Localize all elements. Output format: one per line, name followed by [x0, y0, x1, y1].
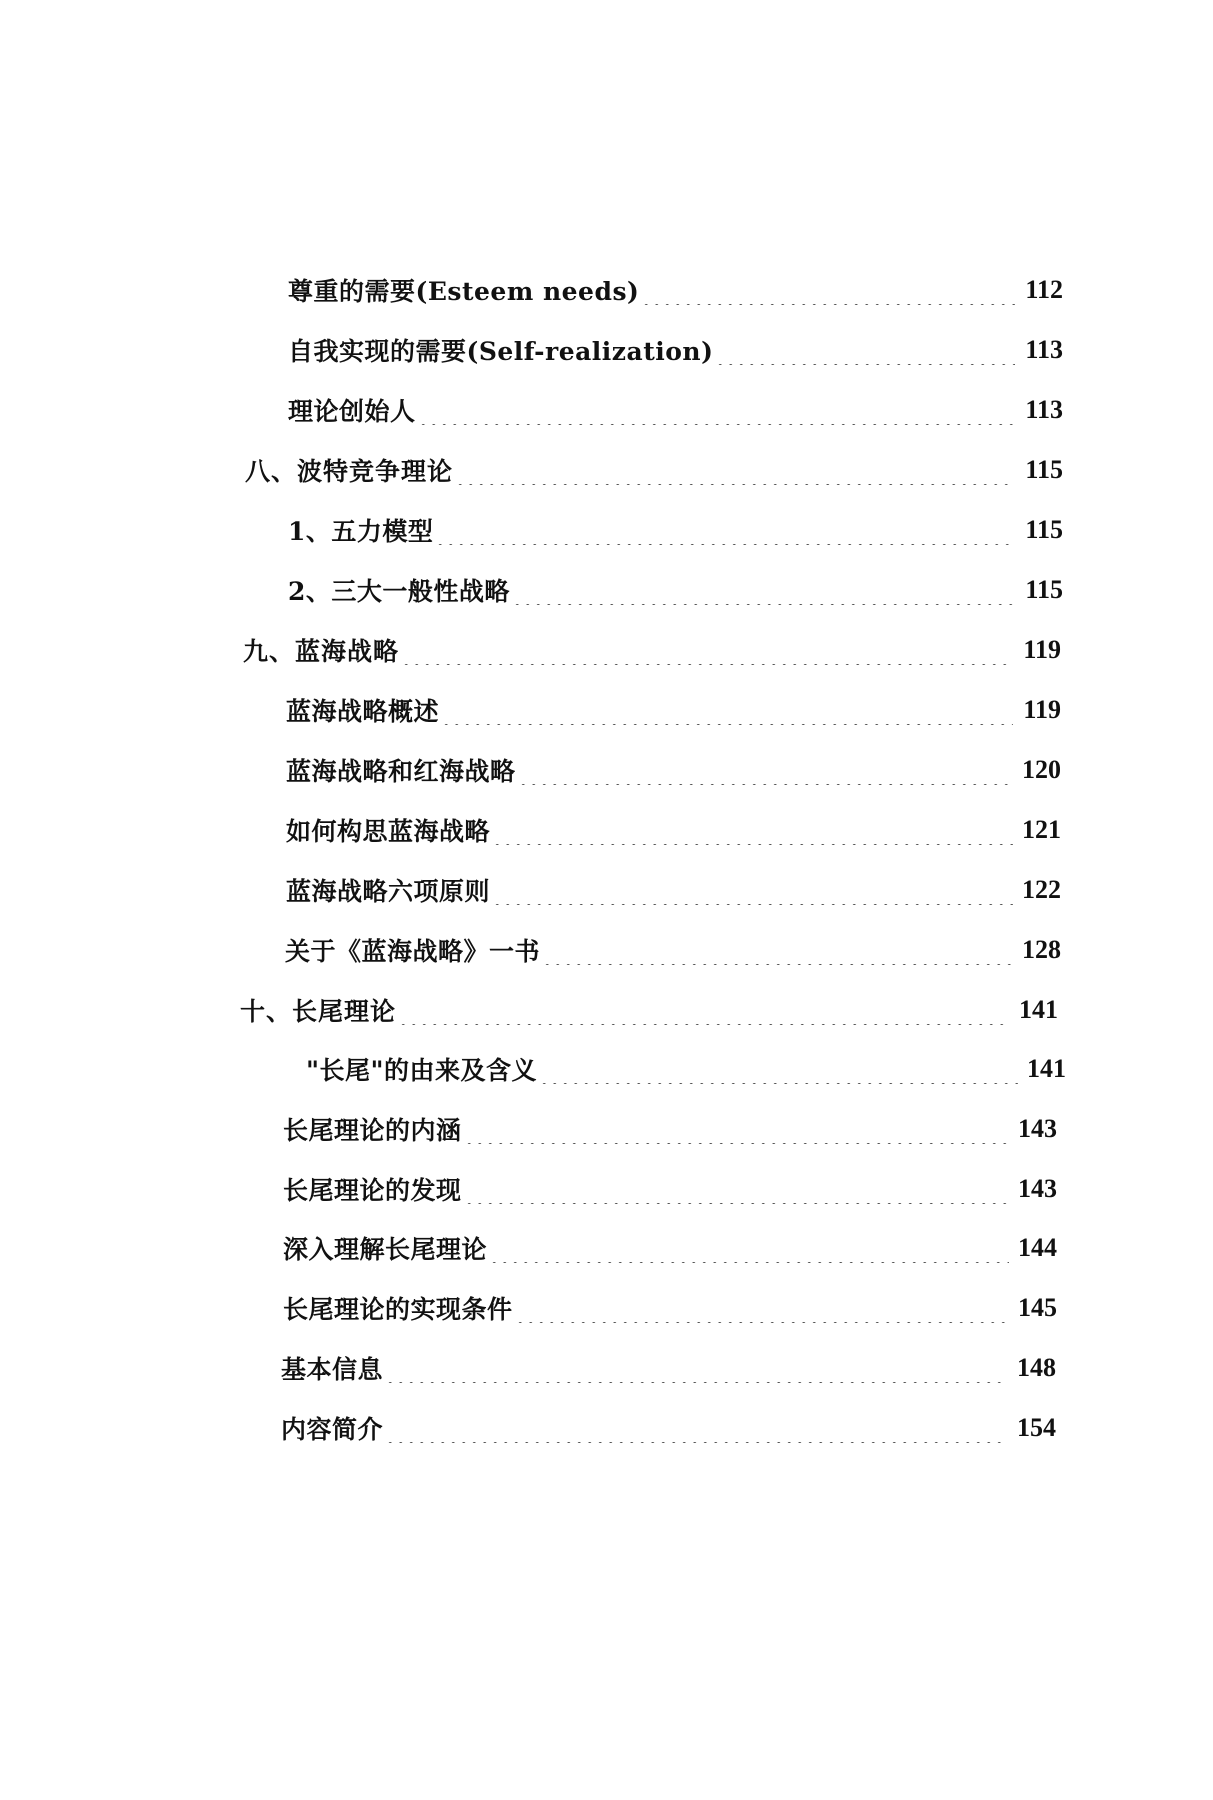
- toc-entry: [286, 808, 1061, 852]
- toc-entry-title: 十、长尾理论: [240, 997, 397, 1026]
- toc-entry: [286, 868, 1061, 912]
- toc-entry-title: 蓝海战略和红海战略: [286, 757, 516, 786]
- toc-entry-page: 112: [1025, 275, 1063, 304]
- toc-entry-page: 141: [1019, 995, 1058, 1024]
- toc-entry: [288, 388, 1063, 432]
- toc-entry-title: 如何构思蓝海战略: [286, 817, 491, 846]
- toc-dot-leader: [715, 335, 1015, 365]
- toc-dot-leader: [398, 995, 1010, 1025]
- toc-entry-title: 1、五力模型: [288, 517, 434, 546]
- toc-entry-title: 深入理解长尾理论: [283, 1235, 488, 1264]
- toc-section-heading: [243, 628, 1061, 672]
- toc-entry-title: 尊重的需要(Esteem needs): [288, 277, 640, 306]
- toc-entry: [281, 1406, 1056, 1450]
- toc-dot-leader: [401, 635, 1013, 665]
- toc-entry-page: 143: [1018, 1174, 1057, 1203]
- toc-entry-page: 113: [1025, 395, 1063, 424]
- toc-dot-leader: [464, 1174, 1009, 1204]
- toc-entry: [283, 1167, 1057, 1211]
- toc-entry-page: 115: [1025, 455, 1063, 484]
- toc-entry-page: 119: [1023, 635, 1061, 664]
- toc-entry-page: 115: [1025, 515, 1063, 544]
- toc-dot-leader: [441, 695, 1013, 725]
- toc-dot-leader: [539, 1054, 1018, 1084]
- toc-dot-leader: [385, 1353, 1008, 1383]
- toc-entry-page: 141: [1027, 1054, 1066, 1083]
- toc-dot-leader: [542, 935, 1013, 965]
- toc-entry: [288, 328, 1063, 372]
- toc-entry: [288, 268, 1063, 312]
- toc-entry: [281, 1346, 1056, 1390]
- toc-entry-title: 关于《蓝海战略》一书: [285, 937, 541, 966]
- toc-entry-title: 长尾理论的发现: [283, 1176, 462, 1205]
- toc-entry-title: 长尾理论的实现条件: [283, 1295, 513, 1324]
- toc-entry-title: 理论创始人: [288, 397, 416, 426]
- toc-entry-page: 128: [1022, 935, 1061, 964]
- toc-entry: [285, 928, 1061, 972]
- toc-entry: [283, 1286, 1057, 1330]
- toc-entry-page: 119: [1023, 695, 1061, 724]
- toc-dot-leader: [518, 755, 1013, 785]
- toc-entry-page: 145: [1018, 1293, 1057, 1322]
- toc-dot-leader: [641, 275, 1015, 305]
- toc-entry: [306, 1047, 1066, 1091]
- toc-entry-title: 九、蓝海战略: [243, 637, 400, 666]
- toc-entry-title: 自我实现的需要(Self-realization): [288, 337, 714, 366]
- toc-dot-leader: [435, 515, 1015, 545]
- toc-entry: [288, 568, 1063, 612]
- toc-section-heading: [240, 988, 1058, 1032]
- toc-entry-page: 113: [1025, 335, 1063, 364]
- toc-dot-leader: [464, 1114, 1009, 1144]
- toc-entry: [283, 1107, 1057, 1151]
- toc-dot-leader: [455, 455, 1015, 485]
- toc-dot-leader: [512, 575, 1015, 605]
- toc-entry: [286, 688, 1061, 732]
- toc-entry-title: 2、三大一般性战略: [288, 577, 510, 606]
- toc-entry-title: 八、波特竞争理论: [245, 457, 454, 486]
- toc-dot-leader: [492, 815, 1013, 845]
- toc-entry-page: 120: [1022, 755, 1061, 784]
- toc-section-heading: [245, 448, 1063, 492]
- toc-entry-title: 内容简介: [281, 1415, 384, 1444]
- toc-entry-title: 蓝海战略概述: [286, 697, 440, 726]
- toc-entry-page: 154: [1017, 1413, 1056, 1442]
- toc-entry-page: 122: [1022, 875, 1061, 904]
- toc-entry: [286, 748, 1061, 792]
- toc-entry-title: "长尾"的由来及含义: [306, 1056, 538, 1085]
- toc-dot-leader: [385, 1413, 1008, 1443]
- toc-entry-title: 长尾理论的内涵: [283, 1116, 462, 1145]
- toc-dot-leader: [418, 395, 1015, 425]
- toc-entry-title: 蓝海战略六项原则: [286, 877, 491, 906]
- toc-dot-leader: [492, 875, 1013, 905]
- toc-entry-page: 143: [1018, 1114, 1057, 1143]
- toc-entry-page: 148: [1017, 1353, 1056, 1382]
- toc-entry-page: 144: [1018, 1233, 1057, 1262]
- toc-entry-page: 115: [1025, 575, 1063, 604]
- toc-entry-page: 121: [1022, 815, 1061, 844]
- toc-dot-leader: [515, 1293, 1009, 1323]
- toc-entry: [288, 508, 1063, 552]
- toc-dot-leader: [489, 1233, 1009, 1263]
- toc-entry: [283, 1226, 1057, 1270]
- toc-entry-title: 基本信息: [281, 1355, 384, 1384]
